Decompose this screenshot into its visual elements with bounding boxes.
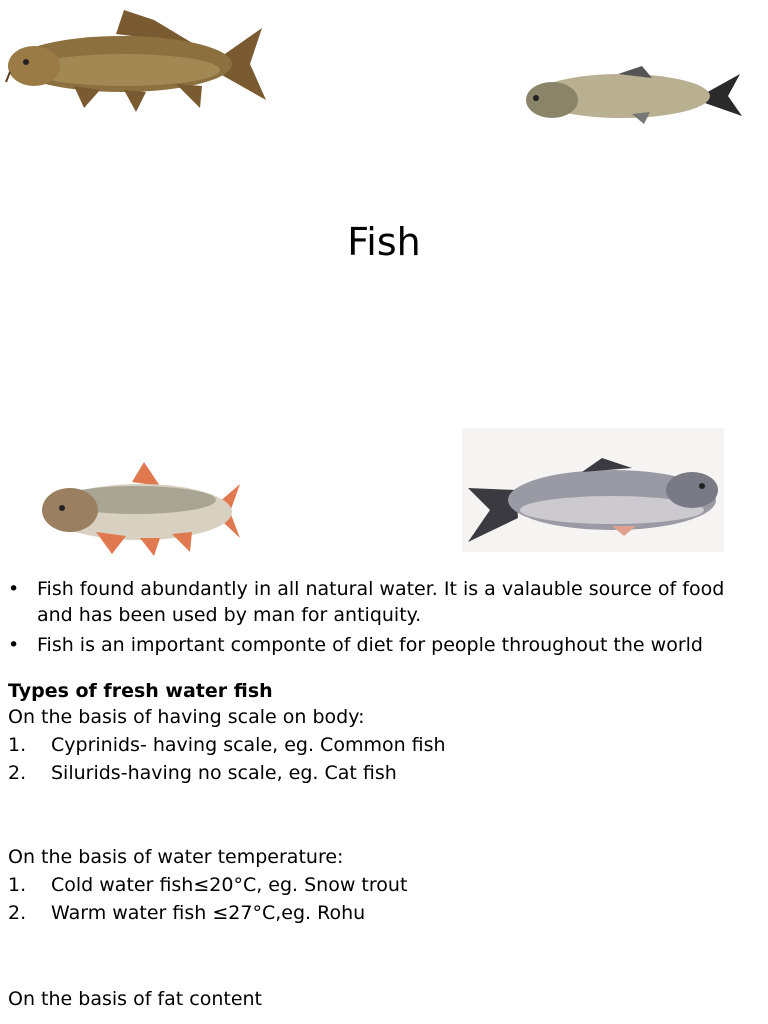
slide-title: Fish bbox=[347, 220, 421, 264]
scale-basis-list bbox=[8, 732, 764, 786]
rudd-fish-image bbox=[40, 460, 244, 558]
bullet-list bbox=[8, 576, 764, 658]
bullet-item: • Fish is an important componte of diet for people throughout the world bbox=[8, 632, 764, 658]
list-text: Cold water fish≤20°C, eg. Snow trout bbox=[51, 874, 408, 896]
list-number: 2. bbox=[8, 902, 27, 924]
scale-basis-intro: On the basis of having scale on body: bbox=[8, 706, 365, 728]
bullet-item: • Fish found abundantly in all natural water. It is a valauble source of food and has been used by man for antiquity. bbox=[8, 576, 764, 628]
list-number: 2. bbox=[8, 762, 27, 784]
list-item bbox=[8, 872, 764, 898]
list-number: 1. bbox=[8, 874, 27, 896]
list-item bbox=[8, 732, 764, 758]
list-text: Cyprinids- having scale, eg. Common fish bbox=[51, 734, 446, 756]
slide-content bbox=[8, 576, 764, 1012]
list-item bbox=[8, 760, 764, 786]
temperature-basis-list bbox=[8, 872, 764, 926]
list-number: 1. bbox=[8, 734, 27, 756]
common-carp-image bbox=[4, 4, 268, 114]
list-text: Silurids-having no scale, eg. Cat fish bbox=[51, 762, 397, 784]
list-item bbox=[8, 900, 764, 926]
rohu-fish-image bbox=[462, 428, 724, 552]
temperature-basis-intro: On the basis of water temperature: bbox=[8, 846, 344, 868]
fat-basis-intro: On the basis of fat content bbox=[8, 988, 262, 1010]
section-heading: Types of fresh water fish bbox=[8, 680, 273, 702]
silver-carp-image bbox=[522, 62, 746, 126]
list-text: Warm water fish ≤27°C,eg. Rohu bbox=[51, 902, 366, 924]
